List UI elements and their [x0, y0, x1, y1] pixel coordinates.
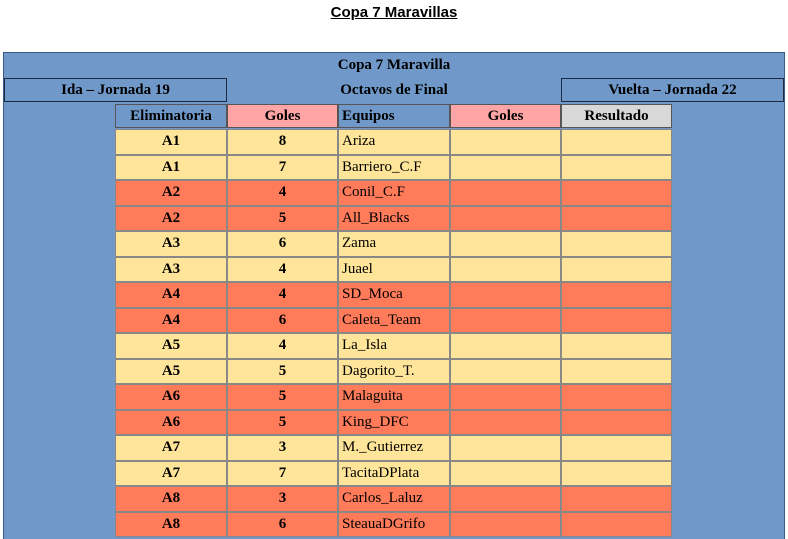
goles-ida-cell: 3 [227, 486, 338, 512]
team-name-cell: Juael [338, 257, 450, 283]
goles-vuelta-cell [450, 384, 561, 410]
goles-ida-cell: 3 [227, 435, 338, 461]
resultado-cell [561, 384, 672, 410]
resultado-cell [561, 359, 672, 385]
page-title: Copa 7 Maravillas [330, 4, 458, 21]
goles-vuelta-cell [450, 359, 561, 385]
goles-vuelta-cell [450, 155, 561, 181]
goles-vuelta-cell [450, 129, 561, 155]
table-row [115, 410, 672, 436]
table-row [115, 155, 672, 181]
goles-ida-cell: 5 [227, 384, 338, 410]
header-equipos: Equipos [338, 104, 450, 128]
team-name-cell: Dagorito_T. [338, 359, 450, 385]
table-row [115, 435, 672, 461]
goles-vuelta-cell [450, 206, 561, 232]
resultado-cell [561, 486, 672, 512]
goles-vuelta-cell [450, 410, 561, 436]
table-row [115, 486, 672, 512]
table-row [115, 308, 672, 334]
goles-ida-cell: 4 [227, 180, 338, 206]
goles-ida-cell: 6 [227, 512, 338, 538]
table-row [115, 282, 672, 308]
goles-ida-cell: 6 [227, 231, 338, 257]
eliminatoria-cell: A5 [115, 333, 227, 359]
resultado-cell [561, 461, 672, 487]
eliminatoria-cell: A2 [115, 180, 227, 206]
eliminatoria-cell: A7 [115, 461, 227, 487]
resultado-cell [561, 512, 672, 538]
eliminatoria-cell: A8 [115, 512, 227, 538]
team-name-cell: Ariza [338, 129, 450, 155]
header-resultado: Resultado [561, 104, 672, 128]
eliminatoria-cell: A1 [115, 155, 227, 181]
resultado-cell [561, 206, 672, 232]
team-name-cell: TacitaDPlata [338, 461, 450, 487]
table-row [115, 206, 672, 232]
board-title: Copa 7 Maravilla [337, 56, 451, 73]
team-name-cell: M._Gutierrez [338, 435, 450, 461]
team-name-cell: Caleta_Team [338, 308, 450, 334]
eliminatoria-cell: A5 [115, 359, 227, 385]
goles-vuelta-cell [450, 461, 561, 487]
team-name-cell: SteauaDGrifo [338, 512, 450, 538]
eliminatoria-cell: A8 [115, 486, 227, 512]
header-goles-vuelta: Goles [450, 104, 561, 128]
goles-vuelta-cell [450, 231, 561, 257]
eliminatoria-cell: A7 [115, 435, 227, 461]
team-name-cell: King_DFC [338, 410, 450, 436]
header-eliminatoria: Eliminatoria [115, 104, 227, 128]
goles-ida-cell: 4 [227, 257, 338, 283]
resultado-cell [561, 308, 672, 334]
goles-vuelta-cell [450, 435, 561, 461]
resultado-cell [561, 129, 672, 155]
table-row [115, 359, 672, 385]
vuelta-label: Vuelta – Jornada 22 [561, 78, 784, 102]
resultado-cell [561, 231, 672, 257]
header-goles-ida: Goles [227, 104, 338, 128]
goles-vuelta-cell [450, 308, 561, 334]
eliminatoria-cell: A2 [115, 206, 227, 232]
team-name-cell: Conil_C.F [338, 180, 450, 206]
ida-label: Ida – Jornada 19 [4, 78, 227, 102]
resultado-cell [561, 257, 672, 283]
goles-ida-cell: 4 [227, 282, 338, 308]
team-name-cell: Zama [338, 231, 450, 257]
round-label: Octavos de Final [340, 81, 448, 98]
table-row [115, 129, 672, 155]
table-row [115, 257, 672, 283]
eliminatoria-cell: A3 [115, 257, 227, 283]
goles-vuelta-cell [450, 180, 561, 206]
goles-ida-cell: 6 [227, 308, 338, 334]
goles-ida-cell: 5 [227, 359, 338, 385]
eliminatoria-cell: A6 [115, 410, 227, 436]
eliminatoria-cell: A1 [115, 129, 227, 155]
team-name-cell: Barriero_C.F [338, 155, 450, 181]
bracket-board [3, 52, 785, 539]
table-row [115, 231, 672, 257]
resultado-cell [561, 435, 672, 461]
table-row [115, 461, 672, 487]
goles-vuelta-cell [450, 486, 561, 512]
eliminatoria-cell: A3 [115, 231, 227, 257]
table-row [115, 384, 672, 410]
eliminatoria-cell: A4 [115, 308, 227, 334]
goles-ida-cell: 7 [227, 155, 338, 181]
team-name-cell: La_Isla [338, 333, 450, 359]
table-row [115, 512, 672, 538]
goles-vuelta-cell [450, 512, 561, 538]
goles-ida-cell: 5 [227, 206, 338, 232]
resultado-cell [561, 155, 672, 181]
table-row [115, 333, 672, 359]
team-name-cell: Carlos_Laluz [338, 486, 450, 512]
table-row [115, 180, 672, 206]
team-name-cell: All_Blacks [338, 206, 450, 232]
resultado-cell [561, 410, 672, 436]
goles-ida-cell: 8 [227, 129, 338, 155]
resultado-cell [561, 180, 672, 206]
goles-ida-cell: 4 [227, 333, 338, 359]
goles-vuelta-cell [450, 257, 561, 283]
eliminatoria-cell: A4 [115, 282, 227, 308]
eliminatoria-cell: A6 [115, 384, 227, 410]
resultado-cell [561, 282, 672, 308]
team-name-cell: Malaguita [338, 384, 450, 410]
goles-vuelta-cell [450, 282, 561, 308]
goles-vuelta-cell [450, 333, 561, 359]
goles-ida-cell: 5 [227, 410, 338, 436]
goles-ida-cell: 7 [227, 461, 338, 487]
resultado-cell [561, 333, 672, 359]
team-name-cell: SD_Moca [338, 282, 450, 308]
